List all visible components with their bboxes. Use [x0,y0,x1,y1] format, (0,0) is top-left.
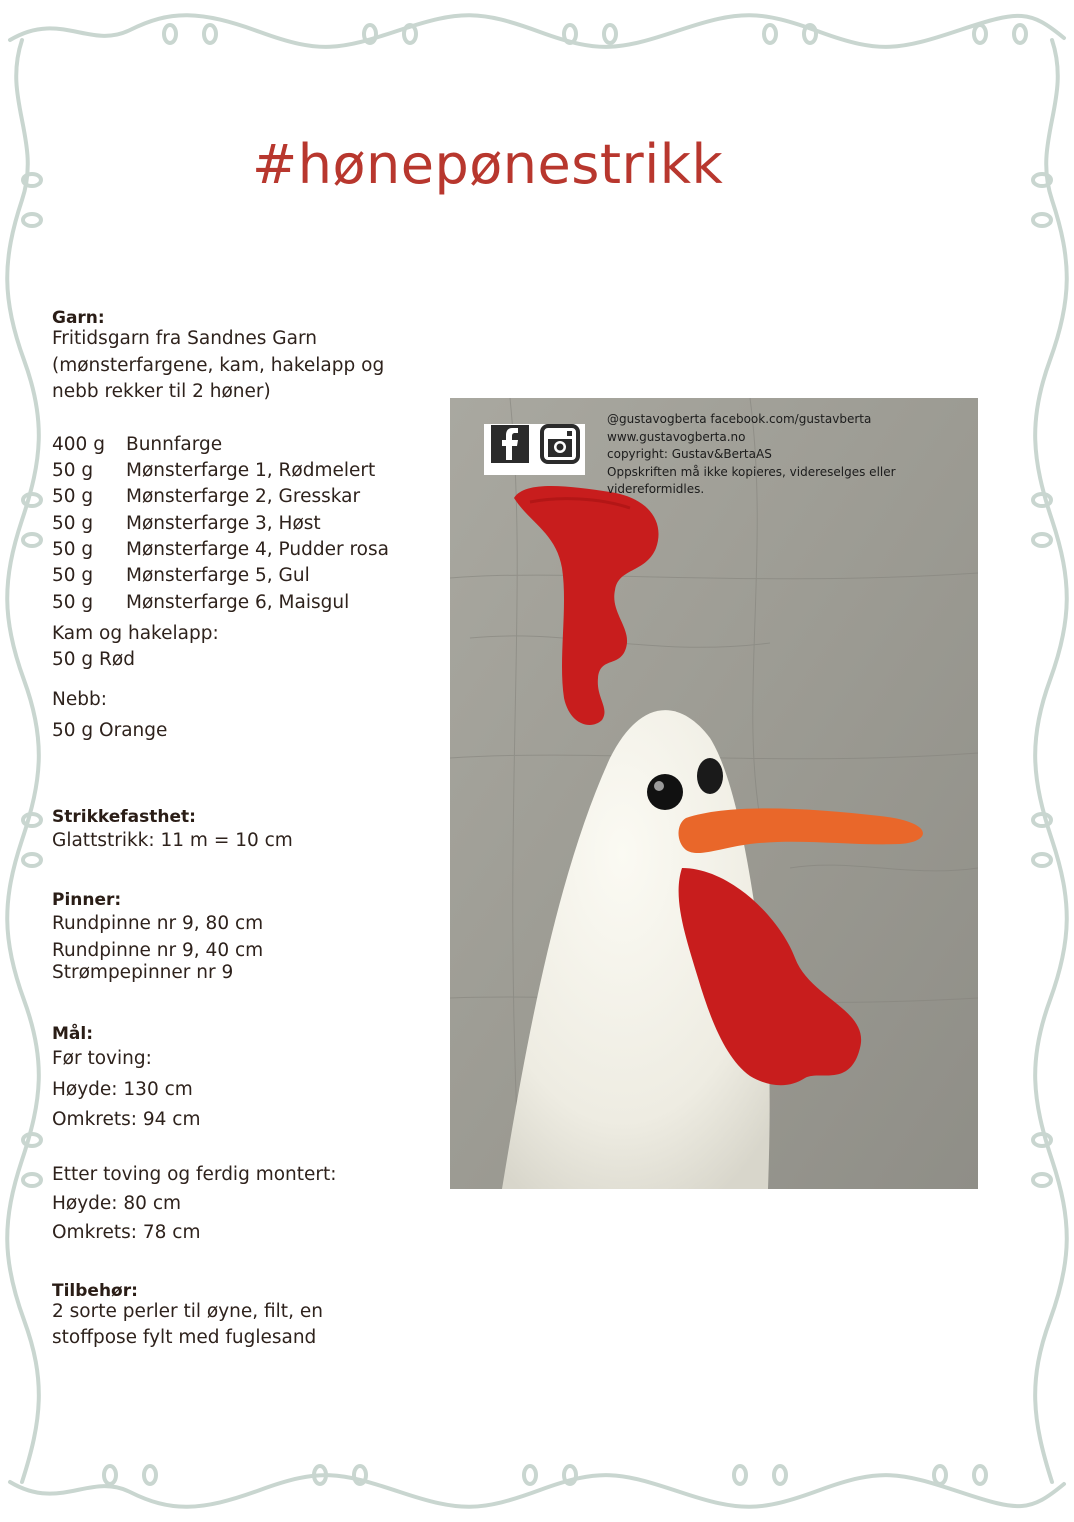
yarn-amount: 50 g [52,460,94,481]
accessories-line: stoffpose fylt med fuglesand [52,1327,317,1348]
instagram-icon [540,424,580,464]
credit-line: Oppskriften må ikke kopieres, videreselges eller [607,464,896,479]
accessories-line: 2 sorte perler til øyne, filt, en [52,1301,323,1322]
size-after-height: Høyde: 80 cm [52,1193,182,1214]
size-after-label: Etter toving og ferdig montert: [52,1164,337,1185]
accessories-heading: Tilbehør: [52,1281,138,1301]
yarn-color-name: Mønsterfarge 6, Maisgul [126,592,350,613]
yarn-amount: 50 g [52,565,94,586]
yarn-amount: 400 g [52,434,105,455]
yarn-color-name: Mønsterfarge 1, Rødmelert [126,460,376,481]
beak-label: Nebb: [52,689,107,710]
gauge-heading: Strikkefasthet: [52,807,196,827]
yarn-color-row [52,563,310,589]
yarn-color-name: Mønsterfarge 2, Gresskar [126,486,361,507]
credit-line: www.gustavogberta.no [607,429,746,444]
hen-photo [450,398,978,1189]
needles-heading: Pinner: [52,890,122,910]
yarn-description-line: nebb rekker til 2 høner) [52,381,271,402]
size-heading: Mål: [52,1024,94,1044]
credit-line: copyright: Gustav&BertaAS [607,447,772,461]
size-before-height: Høyde: 130 cm [52,1079,193,1100]
beak-amount: 50 g Orange [52,720,168,741]
yarn-amount: 50 g [52,539,94,560]
yarn-description-line: (mønsterfargene, kam, hakelapp og [52,355,385,376]
photo-credits [607,411,896,499]
yarn-color-row [52,458,375,484]
yarn-heading: Garn: [52,308,105,328]
size-after-circumference: Omkrets: 78 cm [52,1222,201,1243]
yarn-color-row [52,511,321,537]
needle-item: Rundpinne nr 9, 80 cm [52,913,264,934]
yarn-color-name: Mønsterfarge 3, Høst [126,513,321,534]
yarn-amount: 50 g [52,592,94,613]
yarn-color-name: Mønsterfarge 5, Gul [126,565,310,586]
size-before-label: Før toving: [52,1048,152,1069]
gauge-value: Glattstrikk: 11 m = 10 cm [52,830,293,851]
yarn-color-row [52,432,222,458]
yarn-color-row [52,590,349,616]
needle-item: Rundpinne nr 9, 40 cm [52,940,264,961]
social-icons [484,424,585,475]
yarn-color-row [52,484,360,510]
credit-line: @gustavogberta facebook.com/gustavberta [607,412,872,426]
yarn-amount: 50 g [52,513,94,534]
size-before-circumference: Omkrets: 94 cm [52,1109,201,1130]
yarn-description-line: Fritidsgarn fra Sandnes Garn [52,328,317,349]
yarn-color-name: Bunnfarge [126,434,223,455]
comb-label: Kam og hakelapp: [52,623,219,644]
page-title: #hønepønestrikk [252,133,724,196]
yarn-color-row [52,537,389,563]
comb-amount: 50 g Rød [52,649,135,670]
credit-line: videreformidles. [607,482,705,496]
facebook-icon [490,424,530,464]
yarn-amount: 50 g [52,486,94,507]
yarn-color-name: Mønsterfarge 4, Pudder rosa [126,539,389,560]
needle-item: Strømpepinner nr 9 [52,962,234,983]
